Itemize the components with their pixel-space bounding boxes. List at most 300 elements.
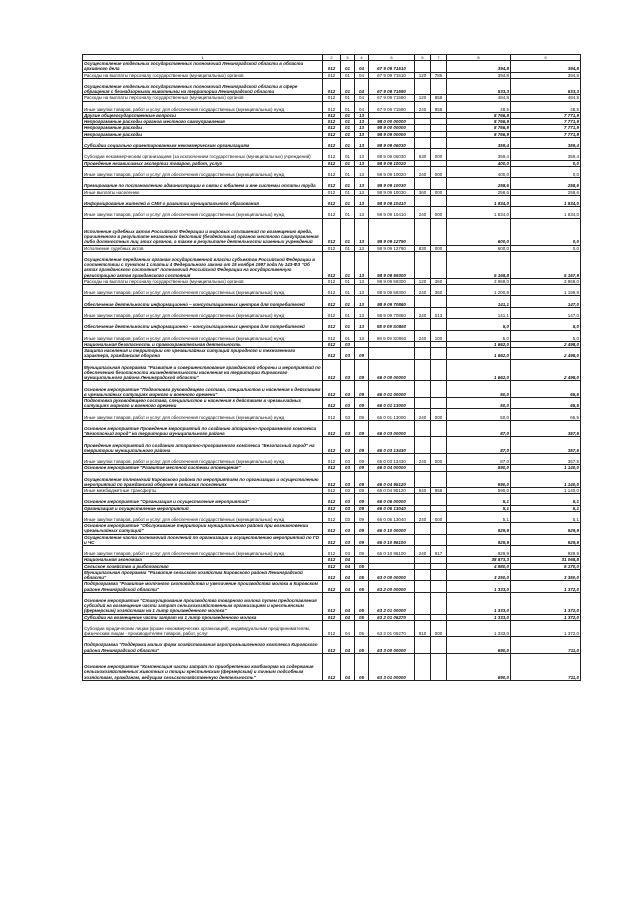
row-pr: 13 xyxy=(355,166,369,177)
row-op: 917 xyxy=(431,546,447,557)
row-rz: 03 xyxy=(341,348,355,359)
row-sum-1: 484,8 xyxy=(447,95,511,101)
row-sum-2: 929,9 xyxy=(511,546,581,557)
row-grbs: 012 xyxy=(323,189,341,195)
row-rz: 04 xyxy=(341,581,355,592)
row-grbs: 012 xyxy=(323,348,341,359)
table-row xyxy=(83,420,581,437)
row-vr xyxy=(415,218,431,245)
row-cs: 67 9 09 71590 xyxy=(369,101,415,112)
row-grbs: 012 xyxy=(323,195,341,206)
table-row xyxy=(83,95,581,101)
row-sum-2: 1 834,0 xyxy=(511,195,581,206)
row-sum-1: 8 766,9 xyxy=(447,131,511,137)
row-op xyxy=(431,397,447,408)
row-sum-1: 87,0 xyxy=(447,420,511,437)
row-vr: 240 xyxy=(415,546,431,557)
row-op: 000 xyxy=(431,166,447,177)
row-cs: 66 0 10 96100 xyxy=(369,546,415,557)
row-cs: 98 9 09 12790 xyxy=(369,245,415,251)
row-pr: 05 xyxy=(355,563,369,569)
row-rz: 01 xyxy=(341,113,355,119)
row-sum-1: 400,0 xyxy=(447,166,511,177)
row-pr: 13 xyxy=(355,119,369,125)
row-name: Иные закупки товаров, работ и услуг для обеспечения государственных (муниципальных) нужд xyxy=(83,307,323,318)
row-vr xyxy=(415,397,431,408)
table-row xyxy=(83,296,581,307)
row-grbs: 012 xyxy=(323,397,341,408)
row-cs: 66 0 04 95120 xyxy=(369,488,415,494)
row-name: Исполнение судебных актов xyxy=(83,245,323,251)
row-name: Иные закупки товаров, работ и услуг для обеспечения государственных (муниципальных) нужд xyxy=(83,409,323,420)
row-pr: 09 xyxy=(355,381,369,398)
row-grbs: 012 xyxy=(323,359,341,381)
row-vr xyxy=(415,137,431,148)
row-cs: 66 0 06 13040 xyxy=(369,511,415,522)
table-row xyxy=(83,637,581,654)
row-sum-2: 711,0 xyxy=(511,653,581,680)
row-op: 000 xyxy=(431,453,447,464)
row-name: Подпрограмма "Поддержка малых форм хозяйствования агропромышленного комплекса Кировского района Ленинградской области" xyxy=(83,637,323,654)
row-cs: 63 2 00 00000 xyxy=(369,581,415,592)
row-rz: 01 xyxy=(341,207,355,218)
row-cs: 98 9 09 10030 xyxy=(369,178,415,189)
row-grbs: 012 xyxy=(323,307,341,318)
row-sum-2: 5 170,0 xyxy=(511,563,581,569)
row-grbs: 012 xyxy=(323,296,341,307)
row-pr: 09 xyxy=(355,471,369,488)
row-vr: 240 xyxy=(415,207,431,218)
table-row xyxy=(83,465,581,471)
row-op: 958 xyxy=(431,488,447,494)
row-sum-1: 929,9 xyxy=(447,546,511,557)
row-sum-1: 8 766,9 xyxy=(447,125,511,131)
row-vr: 240 xyxy=(415,166,431,177)
row-name: Иные закупки товаров, работ и услуг для обеспечения государственных (муниципальных) нужд xyxy=(83,546,323,557)
row-vr xyxy=(415,437,431,454)
row-pr: 13 xyxy=(355,296,369,307)
row-rz: 01 xyxy=(341,195,355,206)
row-pr: 09 xyxy=(355,359,369,381)
row-name: Подготовка руководящего состава, специалистов и населения к действиям в чрезвычайных ситуациях мирного и военного времени xyxy=(83,397,323,408)
row-sum-1: 1 662,0 xyxy=(447,348,511,359)
row-sum-2: 357,5 xyxy=(511,437,581,454)
row-sum-1: 1 834,0 xyxy=(447,207,511,218)
row-sum-2: 357,5 xyxy=(511,453,581,464)
table-row xyxy=(83,471,581,488)
row-sum-1: 533,3 xyxy=(447,78,511,95)
row-name: Осуществление части полномочий поселений по организации и осуществлению мероприятий по ГО и ЧС xyxy=(83,534,323,545)
row-sum-1: 141,1 xyxy=(447,307,511,318)
row-sum-2: 357,5 xyxy=(511,420,581,437)
table-row xyxy=(83,113,581,119)
row-sum-1: 50,0 xyxy=(447,381,511,398)
table-row xyxy=(83,166,581,177)
row-cs: 63 2 01 06270 xyxy=(369,620,415,637)
table-row xyxy=(83,569,581,580)
row-cs: 66 0 01 13000 xyxy=(369,397,415,408)
row-name: Другие общегосударственные вопросы xyxy=(83,113,323,119)
col-num: 4 xyxy=(355,55,369,61)
row-name: Основное мероприятие "Стимулирование производства товарного молока путем предоставления субсидий на возмещение части затрат сельскохозяйственным организациям и крестьянским (фермерским) хозяйствам на 1 литр произведенного молока" xyxy=(83,592,323,614)
row-op xyxy=(431,637,447,654)
row-cs: 66 0 06 00000 xyxy=(369,494,415,505)
row-cs: 98 9 09 59300 xyxy=(369,251,415,278)
row-op: 000 xyxy=(431,149,447,160)
row-op: 360 xyxy=(431,278,447,284)
row-rz: 01 xyxy=(341,296,355,307)
row-rz: 01 xyxy=(341,125,355,131)
row-sum-2: 65,5 xyxy=(511,381,581,398)
row-op: 360 xyxy=(431,284,447,295)
row-cs: 98 9 09 10410 xyxy=(369,195,415,206)
row-pr: 04 xyxy=(355,101,369,112)
row-name: Субсидии некоммерческим организациям (за исключением государственных (муниципальных) учреждений) xyxy=(83,149,323,160)
row-cs: 63 0 00 00000 xyxy=(369,569,415,580)
row-cs: 66 0 10 00000 xyxy=(369,523,415,534)
row-sum-1: 5,0 xyxy=(447,319,511,330)
row-sum-2: 1 140,0 xyxy=(511,488,581,494)
row-grbs: 012 xyxy=(323,614,341,620)
row-rz: 01 xyxy=(341,178,355,189)
col-num: 7 xyxy=(431,55,447,61)
row-rz: 01 xyxy=(341,137,355,148)
row-pr: 09 xyxy=(355,453,369,464)
row-pr: 05 xyxy=(355,581,369,592)
budget-table-sheet xyxy=(82,54,580,681)
row-vr: 830 xyxy=(415,245,431,251)
table-row xyxy=(83,284,581,295)
row-op xyxy=(431,523,447,534)
row-sum-2: 1 199,9 xyxy=(511,284,581,295)
row-name: Национальная безопасность и правоохранительная деятельность xyxy=(83,341,323,347)
row-cs: 98 9 09 S0860 xyxy=(369,319,415,330)
row-op: 858 xyxy=(431,95,447,101)
table-row xyxy=(83,341,581,347)
row-rz: 01 xyxy=(341,251,355,278)
row-vr: 120 xyxy=(415,95,431,101)
row-cs: 63 2 01 06270 xyxy=(369,614,415,620)
row-name: Организация и осуществление мероприятий xyxy=(83,505,323,511)
row-cs: 98 9 09 06030 xyxy=(369,149,415,160)
table-row xyxy=(83,319,581,330)
row-name: Иные закупки товаров, работ и услуг для обеспечения государственных (муниципальных) нужд xyxy=(83,330,323,341)
row-op: 013 xyxy=(431,307,447,318)
row-rz: 04 xyxy=(341,557,355,563)
row-rz: 03 xyxy=(341,546,355,557)
row-rz: 04 xyxy=(341,637,355,654)
row-sum-2: 394,8 xyxy=(511,72,581,78)
row-pr: 13 xyxy=(355,195,369,206)
row-op: 000 xyxy=(431,511,447,522)
row-vr: 240 xyxy=(415,511,431,522)
row-cs: 98 0 00 00000 xyxy=(369,119,415,125)
row-cs: 66 0 04 00000 xyxy=(369,465,415,471)
row-pr: 13 xyxy=(355,245,369,251)
table-row xyxy=(83,251,581,278)
row-sum-2: 1 372,0 xyxy=(511,614,581,620)
row-grbs: 012 xyxy=(323,284,341,295)
row-sum-2: 5,1 xyxy=(511,494,581,505)
row-grbs: 012 xyxy=(323,534,341,545)
row-sum-2: 1 372,0 xyxy=(511,581,581,592)
row-op xyxy=(431,420,447,437)
row-sum-1: 1 662,0 xyxy=(447,359,511,381)
row-rz: 01 xyxy=(341,166,355,177)
row-sum-1: 359,4 xyxy=(447,137,511,148)
row-op: 000 xyxy=(431,620,447,637)
table-row xyxy=(83,620,581,637)
row-sum-1: 8 766,9 xyxy=(447,113,511,119)
table-row xyxy=(83,348,581,359)
row-grbs: 012 xyxy=(323,207,341,218)
col-num: 6 xyxy=(415,55,431,61)
row-sum-1: 590,0 xyxy=(447,465,511,471)
row-sum-2: 359,4 xyxy=(511,149,581,160)
table-row xyxy=(83,218,581,245)
row-name: Осуществление отдельных государственных полномочий Ленинградской области в сфере обращения с безнадзорными животными на территории Ленинградской области xyxy=(83,78,323,95)
table-row xyxy=(83,160,581,166)
table-row xyxy=(83,178,581,189)
row-pr: 09 xyxy=(355,437,369,454)
row-name: Расходы на выплаты персоналу государственных (муниципальных) органов xyxy=(83,72,323,78)
row-op xyxy=(431,653,447,680)
row-op xyxy=(431,178,447,189)
row-rz: 03 xyxy=(341,381,355,398)
row-grbs: 012 xyxy=(323,620,341,637)
row-grbs: 012 xyxy=(323,471,341,488)
row-sum-2: 147,0 xyxy=(511,307,581,318)
row-rz: 01 xyxy=(341,95,355,101)
row-sum-2: 258,6 xyxy=(511,189,581,195)
table-row xyxy=(83,307,581,318)
row-sum-2: 5,1 xyxy=(511,505,581,511)
row-sum-1: 5,1 xyxy=(447,511,511,522)
row-sum-1: 600,0 xyxy=(447,245,511,251)
row-sum-1: 600,0 xyxy=(447,218,511,245)
row-sum-1: 394,8 xyxy=(447,61,511,72)
row-op xyxy=(431,437,447,454)
row-vr xyxy=(415,381,431,398)
row-pr: 09 xyxy=(355,546,369,557)
row-cs: 67 9 09 71510 xyxy=(369,61,415,72)
row-grbs: 012 xyxy=(323,409,341,420)
row-name: Непрограммные расходы xyxy=(83,125,323,131)
row-cs: 66 0 01 13000 xyxy=(369,409,415,420)
row-vr xyxy=(415,523,431,534)
row-op xyxy=(431,251,447,278)
row-rz: 03 xyxy=(341,511,355,522)
row-name: Исполнение судебных актов Российской Федерации и мировых соглашений по возмещению вреда, причиненного в результате незаконных действий (бездействия) органов местного самоуправления либо должностных лиц этих органов, а также в результате деятельности казенных учреждений xyxy=(83,218,323,245)
row-cs: 67 9 09 71590 xyxy=(369,95,415,101)
row-name: Иные закупки товаров, работ и услуг для обеспечения государственных (муниципальных) нужд xyxy=(83,284,323,295)
row-grbs: 012 xyxy=(323,125,341,131)
col-num: 2 xyxy=(323,55,341,61)
budget-table xyxy=(82,54,581,681)
row-pr: 13 xyxy=(355,178,369,189)
row-grbs: 012 xyxy=(323,218,341,245)
row-grbs: 012 xyxy=(323,494,341,505)
row-name: Основное мероприятие "Подготовка руководящего состава, специалистов и населения к действиям в чрезвычайных ситуациях мирного и военного времени" xyxy=(83,381,323,398)
row-sum-2: 1 140,0 xyxy=(511,465,581,471)
row-vr xyxy=(415,78,431,95)
row-vr xyxy=(415,471,431,488)
col-num: 9 xyxy=(511,55,581,61)
row-sum-1: 8 766,9 xyxy=(447,119,511,125)
row-name: Премирование по постановлению администрации в связи с юбилеем и вне системы оплаты труда xyxy=(83,178,323,189)
row-sum-1: 50,0 xyxy=(447,397,511,408)
row-vr: 240 xyxy=(415,307,431,318)
row-pr: 13 xyxy=(355,218,369,245)
row-rz: 04 xyxy=(341,592,355,614)
row-rz: 04 xyxy=(341,620,355,637)
row-sum-2: 359,4 xyxy=(511,137,581,148)
row-sum-1: 258,6 xyxy=(447,178,511,189)
row-pr: 13 xyxy=(355,319,369,330)
row-name: Основное мероприятие Проведение мероприятий по созданию аппаратно-программного комплекса "Безопасный город" на территории муниципального района xyxy=(83,420,323,437)
row-grbs: 012 xyxy=(323,420,341,437)
row-sum-1: 5,1 xyxy=(447,505,511,511)
row-cs: 98 9 09 12790 xyxy=(369,218,415,245)
row-grbs: 012 xyxy=(323,166,341,177)
row-rz: 01 xyxy=(341,284,355,295)
row-pr: 09 xyxy=(355,534,369,545)
row-pr: 13 xyxy=(355,278,369,284)
table-row xyxy=(83,534,581,545)
row-grbs: 012 xyxy=(323,78,341,95)
row-cs: 66 0 03 00000 xyxy=(369,420,415,437)
row-pr: 05 xyxy=(355,592,369,614)
row-vr xyxy=(415,359,431,381)
row-grbs: 012 xyxy=(323,319,341,330)
table-row xyxy=(83,505,581,511)
row-grbs: 012 xyxy=(323,569,341,580)
row-pr: 09 xyxy=(355,488,369,494)
row-rz: 03 xyxy=(341,437,355,454)
row-pr: 13 xyxy=(355,131,369,137)
row-sum-1: 690,0 xyxy=(447,653,511,680)
table-row xyxy=(83,494,581,505)
row-sum-1: 929,9 xyxy=(447,534,511,545)
row-vr: 240 xyxy=(415,101,431,112)
row-vr xyxy=(415,653,431,680)
row-sum-2: 2 498,0 xyxy=(511,359,581,381)
row-pr: 09 xyxy=(355,420,369,437)
row-rz: 01 xyxy=(341,101,355,112)
col-num: 5 xyxy=(369,55,415,61)
row-pr: 09 xyxy=(355,494,369,505)
row-pr: 05 xyxy=(355,569,369,580)
row-name: Проведение независимых экспертиз товаров, работ, услуг xyxy=(83,160,323,166)
row-cs xyxy=(369,348,415,359)
row-cs: 67 9 09 71590 xyxy=(369,78,415,95)
row-rz: 04 xyxy=(341,569,355,580)
row-name: Субсидии социально ориентированным некоммерческим организациям xyxy=(83,137,323,148)
row-sum-1: 4 980,0 xyxy=(447,563,511,569)
table-row xyxy=(83,653,581,680)
row-sum-2: 48,5 xyxy=(511,101,581,112)
row-op: 000 xyxy=(431,189,447,195)
row-vr: 630 xyxy=(415,149,431,160)
row-rz: 01 xyxy=(341,307,355,318)
row-rz: 03 xyxy=(341,359,355,381)
table-row xyxy=(83,61,581,72)
row-pr: 04 xyxy=(355,72,369,78)
row-grbs: 012 xyxy=(323,160,341,166)
table-row xyxy=(83,72,581,78)
row-rz: 01 xyxy=(341,160,355,166)
row-grbs: 012 xyxy=(323,341,341,347)
row-grbs: 012 xyxy=(323,465,341,471)
row-sum-2: 929,9 xyxy=(511,534,581,545)
row-pr: 13 xyxy=(355,137,369,148)
row-name: Национальная экономика xyxy=(83,557,323,563)
row-name: Основное мероприятие "Компенсация части затрат по приобретению комбикорма на содержание сельскохозяйственных животных и птицы крестьянским (фермерским) и личным подсобным хозяйствам, гражданам, ведущим сельскохозяйственную деятельность" xyxy=(83,653,323,680)
row-sum-2: 1 834,0 xyxy=(511,207,581,218)
row-sum-2: 7 771,9 xyxy=(511,113,581,119)
row-pr: 13 xyxy=(355,207,369,218)
row-cs: 98 9 09 10410 xyxy=(369,207,415,218)
row-name: Муниципальная программа "Развитие и совершенствование гражданской обороны и мероприятий по обеспечению безопасности жизнедеятельности населения на территории Кировского муниципального района Ленинградской области" xyxy=(83,359,323,381)
row-vr: 240 xyxy=(415,453,431,464)
table-row xyxy=(83,409,581,420)
row-grbs: 012 xyxy=(323,137,341,148)
row-grbs: 012 xyxy=(323,488,341,494)
row-sum-2: 484,8 xyxy=(511,95,581,101)
row-op xyxy=(431,534,447,545)
row-sum-2: 65,5 xyxy=(511,409,581,420)
row-pr: 09 xyxy=(355,511,369,522)
row-grbs: 012 xyxy=(323,101,341,112)
row-pr: 09 xyxy=(355,523,369,534)
row-vr xyxy=(415,251,431,278)
row-rz: 03 xyxy=(341,494,355,505)
row-sum-2: 7 771,9 xyxy=(511,125,581,131)
row-sum-2: 0,0 xyxy=(511,245,581,251)
row-sum-2: 3 968,0 xyxy=(511,278,581,284)
row-sum-1: 1 333,0 xyxy=(447,581,511,592)
row-op xyxy=(431,569,447,580)
row-sum-2: 5,1 xyxy=(511,511,581,522)
table-row xyxy=(83,119,581,125)
row-name: Основное мероприятие "Развитие местной системы оповещения" xyxy=(83,465,323,471)
row-sum-2: 3 350,0 xyxy=(511,569,581,580)
row-name: Защита населения и территории от чрезвычайных ситуаций природного и техногенного характера, гражданская оборона xyxy=(83,348,323,359)
row-grbs: 012 xyxy=(323,149,341,160)
row-grbs: 012 xyxy=(323,131,341,137)
row-op: 000 xyxy=(431,409,447,420)
row-name: Обеспечение деятельности информационно – консультационных центров для потребителей xyxy=(83,296,323,307)
row-name: Расходы на выплаты персоналу государственных (муниципальных) органов xyxy=(83,95,323,101)
row-sum-2: 147,0 xyxy=(511,296,581,307)
table-row xyxy=(83,278,581,284)
row-rz: 01 xyxy=(341,119,355,125)
row-vr: 360 xyxy=(415,189,431,195)
row-name: Проведение мероприятий по созданию аппаратно-программного комплекса "Безопасный город" на территории муниципального района xyxy=(83,437,323,454)
row-op xyxy=(431,348,447,359)
table-row xyxy=(83,581,581,592)
row-name: Непрограммные расходы xyxy=(83,131,323,137)
row-sum-1: 690,0 xyxy=(447,637,511,654)
row-vr xyxy=(415,637,431,654)
row-sum-2: 31 068,8 xyxy=(511,557,581,563)
row-rz: 01 xyxy=(341,149,355,160)
row-grbs: 012 xyxy=(323,251,341,278)
row-cs: 98 9 00 00000 xyxy=(369,125,415,131)
row-rz: 01 xyxy=(341,61,355,72)
row-sum-1: 929,9 xyxy=(447,523,511,534)
row-vr: 120 xyxy=(415,278,431,284)
